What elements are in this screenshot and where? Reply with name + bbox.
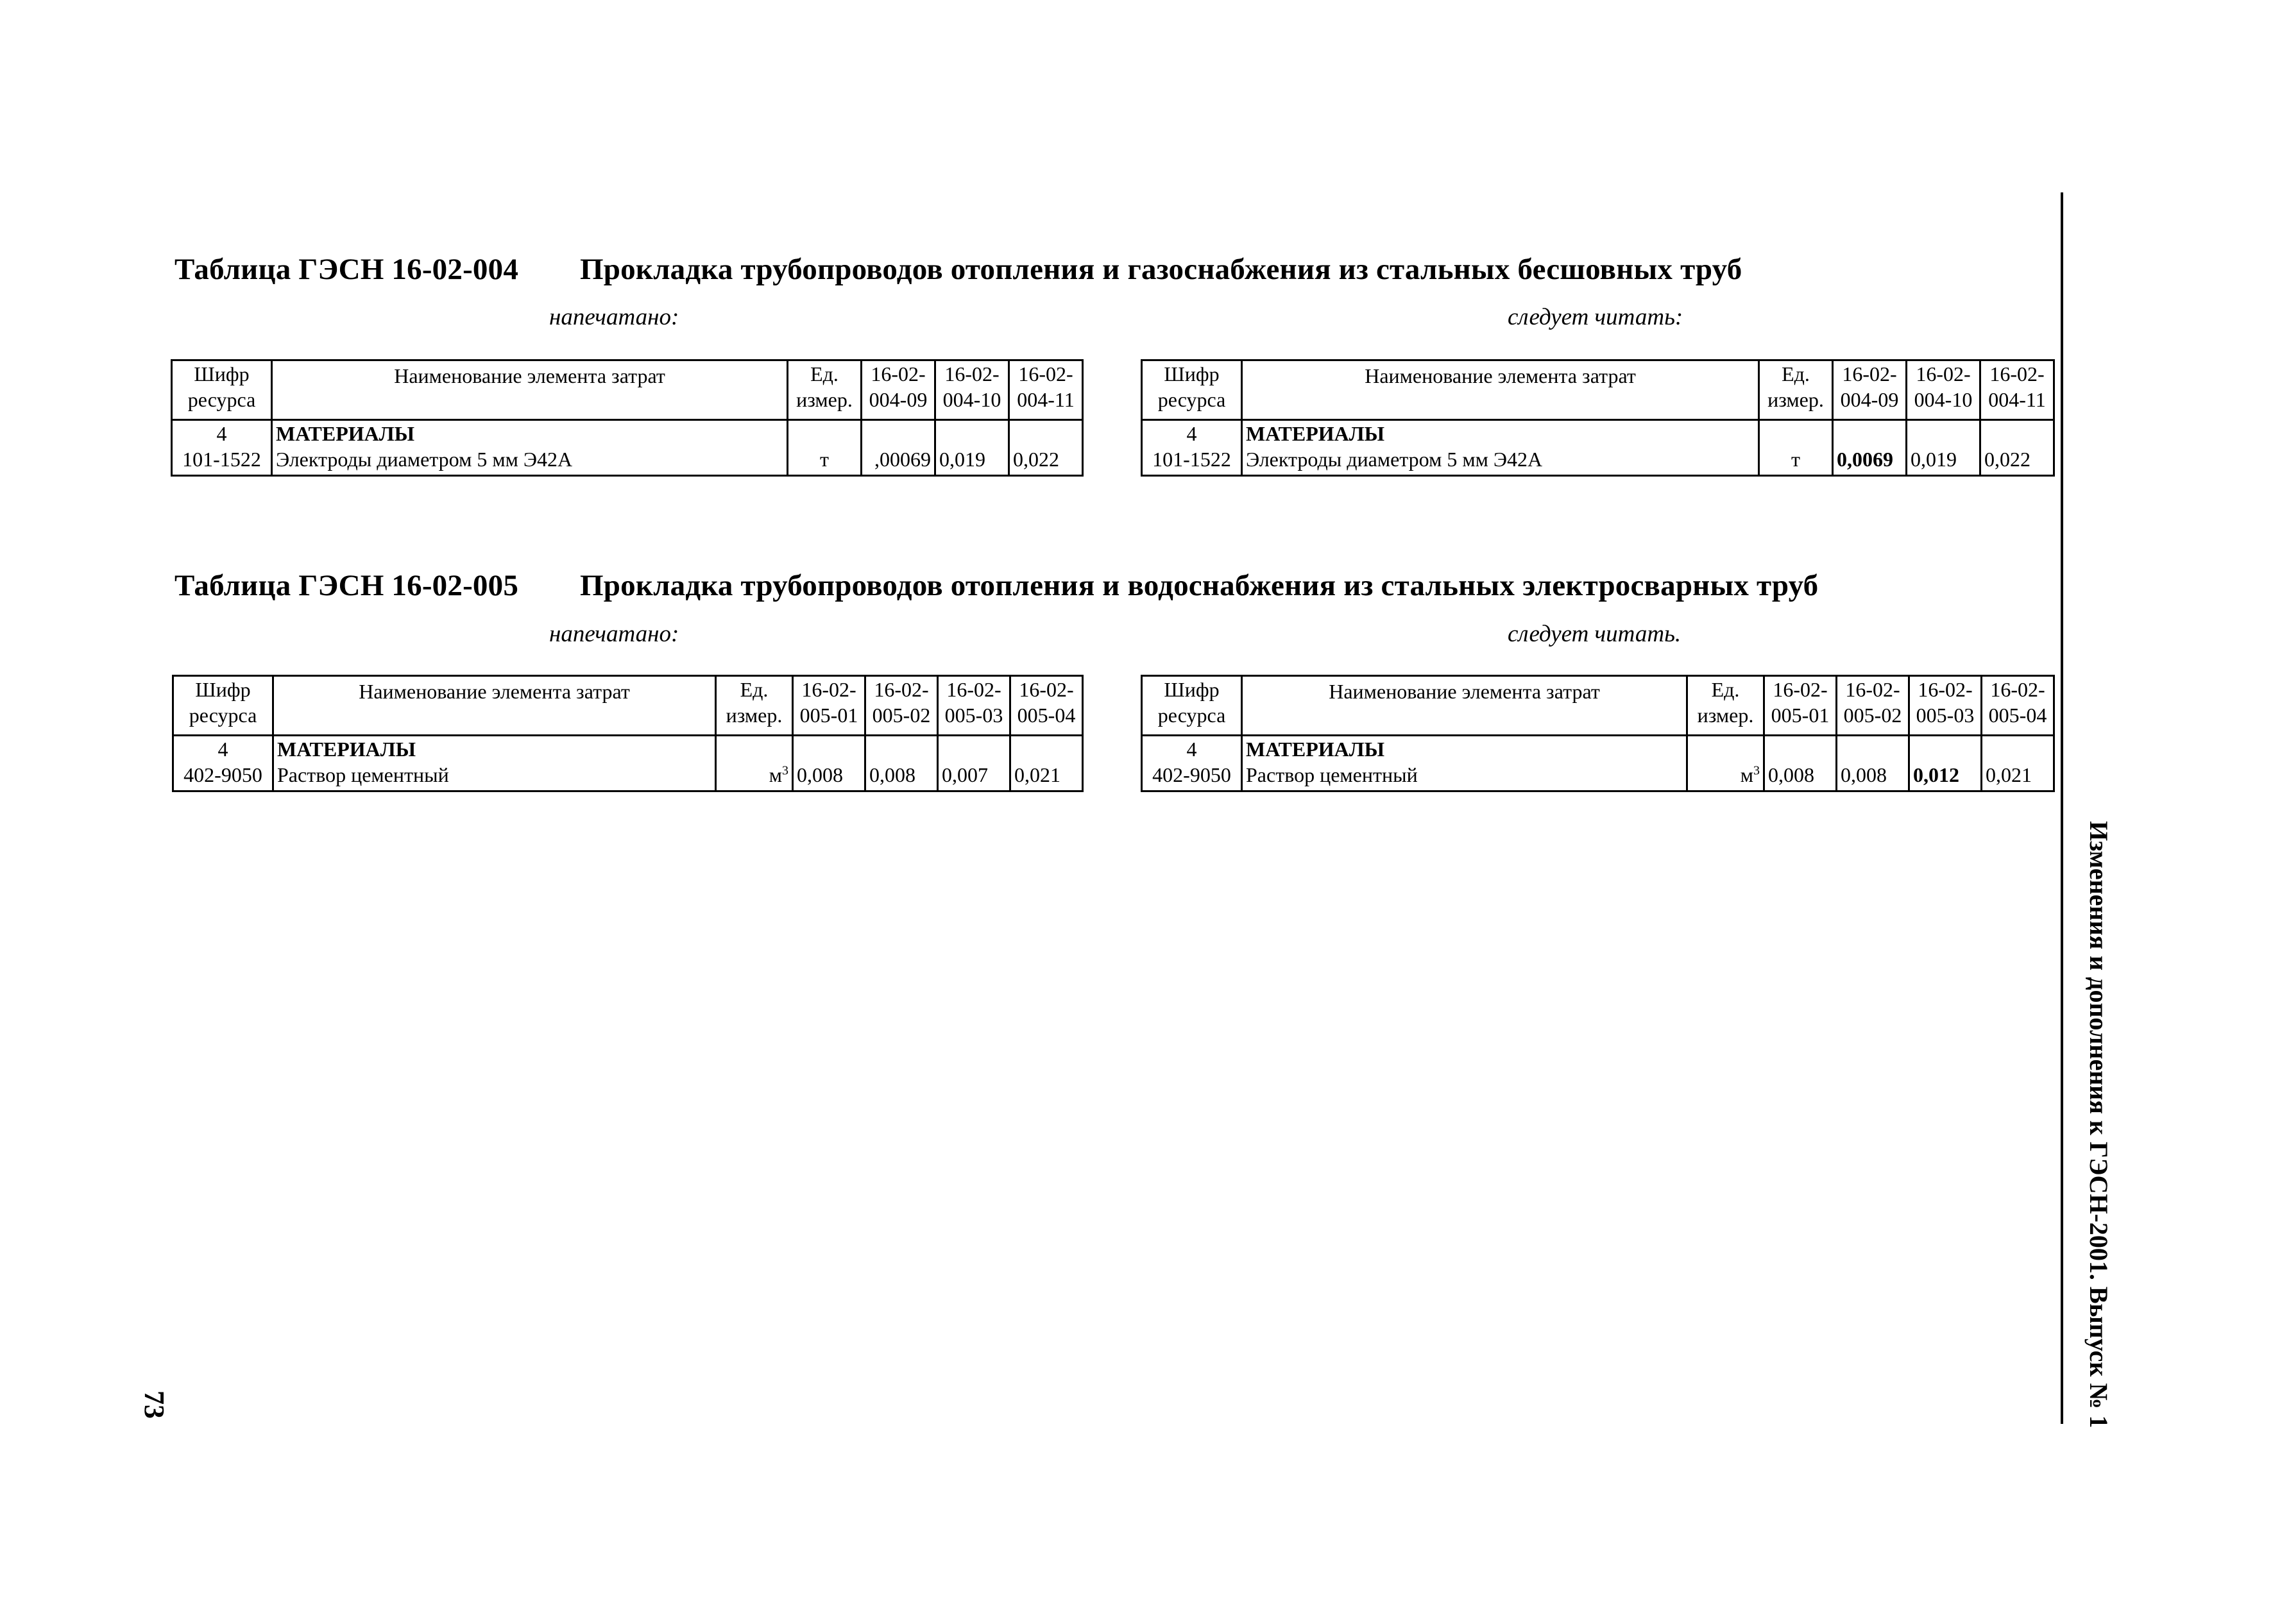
header-row	[172, 360, 1083, 420]
value-cell: 0,008	[793, 736, 865, 791]
cost-element-header: Наименование элемента затрат	[1242, 676, 1687, 736]
corrected-value: 0,012	[1913, 763, 1959, 786]
corrected-table	[1141, 359, 2055, 477]
page-number: 73	[139, 1391, 170, 1419]
value-cell: 0,022	[1009, 420, 1083, 476]
running-title: Изменения и дополнения к ГЭСН-2001. Выпуск № 1	[2084, 821, 2113, 1428]
value-cell: 0,007	[938, 736, 1010, 791]
cost-element-header: Наименование элемента затрат	[273, 676, 716, 736]
value-cell: 0,008	[865, 736, 938, 791]
norm-column-header: 16-02- 005-01	[793, 676, 865, 736]
value-cell: 0,019	[1907, 420, 1980, 476]
resource-code-cell: 4 402-9050	[173, 736, 273, 791]
header-row	[1142, 676, 2054, 736]
corrected-table	[1141, 675, 2055, 792]
unit-cell: т	[788, 420, 862, 476]
norm-column-header: 16-02- 005-02	[1837, 676, 1909, 736]
table-title: Прокладка трубопроводов отопления и водоснабжения из стальных электросварных труб	[580, 569, 1819, 602]
table-row	[1142, 420, 2054, 476]
printed-label: напечатано:	[549, 621, 679, 647]
value-cell: 0,021	[1982, 736, 2054, 791]
value-cell	[1833, 420, 1907, 476]
norm-column-header: 16-02- 004-11	[1980, 360, 2054, 420]
value-cell: 0,008	[1837, 736, 1909, 791]
corrected-label: следует читать:	[1508, 304, 1683, 330]
value-cell: 0,019	[935, 420, 1009, 476]
corrected-label: следует читать.	[1508, 621, 1681, 647]
table-row	[173, 736, 1083, 791]
norm-column-header: 16-02- 004-09	[862, 360, 935, 420]
norm-column-header: 16-02- 005-03	[938, 676, 1010, 736]
resource-code-cell: 4 101-1522	[172, 420, 272, 476]
resource-code-header: Шифр ресурса	[1142, 360, 1242, 420]
header-row	[1142, 360, 2054, 420]
cost-element-header: Наименование элемента затрат	[272, 360, 788, 420]
unit-cell: т	[1759, 420, 1833, 476]
unit-header: Ед. измер.	[1687, 676, 1764, 736]
cost-element-cell: МАТЕРИАЛЫ Электроды диаметром 5 мм Э42А	[272, 420, 788, 476]
cost-element-header: Наименование элемента затрат	[1242, 360, 1759, 420]
table-row	[1142, 736, 2054, 791]
value-cell: ,00069	[862, 420, 935, 476]
unit-header: Ед. измер.	[716, 676, 793, 736]
printed-label: напечатано:	[549, 304, 679, 330]
norm-column-header: 16-02- 005-04	[1982, 676, 2054, 736]
header-row	[173, 676, 1083, 736]
cost-element-cell: МАТЕРИАЛЫ Раствор цементный	[273, 736, 716, 791]
norm-column-header: 16-02- 005-01	[1764, 676, 1837, 736]
resource-code-cell: 4 101-1522	[1142, 420, 1242, 476]
norm-column-header: 16-02- 004-10	[1907, 360, 1980, 420]
value-cell	[1909, 736, 1982, 791]
value-cell: 0,021	[1010, 736, 1083, 791]
norm-column-header: 16-02- 005-03	[1909, 676, 1982, 736]
value-cell: 0,022	[1980, 420, 2054, 476]
corrected-value: 0,0069	[1837, 448, 1893, 471]
norm-column-header: 16-02- 005-04	[1010, 676, 1083, 736]
printed-table	[172, 675, 1084, 792]
table-code: Таблица ГЭСН 16-02-004	[175, 253, 519, 286]
norm-column-header: 16-02- 004-09	[1833, 360, 1907, 420]
norm-column-header: 16-02- 004-11	[1009, 360, 1083, 420]
resource-code-header: Шифр ресурса	[1142, 676, 1242, 736]
table-title: Прокладка трубопроводов отопления и газоснабжения из стальных бесшовных труб	[580, 253, 1742, 286]
unit-header: Ед. измер.	[1759, 360, 1833, 420]
table-code: Таблица ГЭСН 16-02-005	[175, 569, 519, 602]
resource-code-header: Шифр ресурса	[172, 360, 272, 420]
printed-table	[171, 359, 1084, 477]
table-row	[172, 420, 1083, 476]
norm-column-header: 16-02- 004-10	[935, 360, 1009, 420]
margin-rule	[2061, 192, 2063, 1424]
value-cell: 0,008	[1764, 736, 1837, 791]
unit-header: Ед. измер.	[788, 360, 862, 420]
unit-cell: $м^3$	[1687, 736, 1764, 791]
norm-column-header: 16-02- 005-02	[865, 676, 938, 736]
cost-element-cell: МАТЕРИАЛЫ Электроды диаметром 5 мм Э42А	[1242, 420, 1759, 476]
cost-element-cell: МАТЕРИАЛЫ Раствор цементный	[1242, 736, 1687, 791]
section-title	[175, 252, 1742, 287]
resource-code-header: Шифр ресурса	[173, 676, 273, 736]
section-title	[175, 568, 1818, 603]
resource-code-cell: 4 402-9050	[1142, 736, 1242, 791]
unit-cell: $м^3$	[716, 736, 793, 791]
